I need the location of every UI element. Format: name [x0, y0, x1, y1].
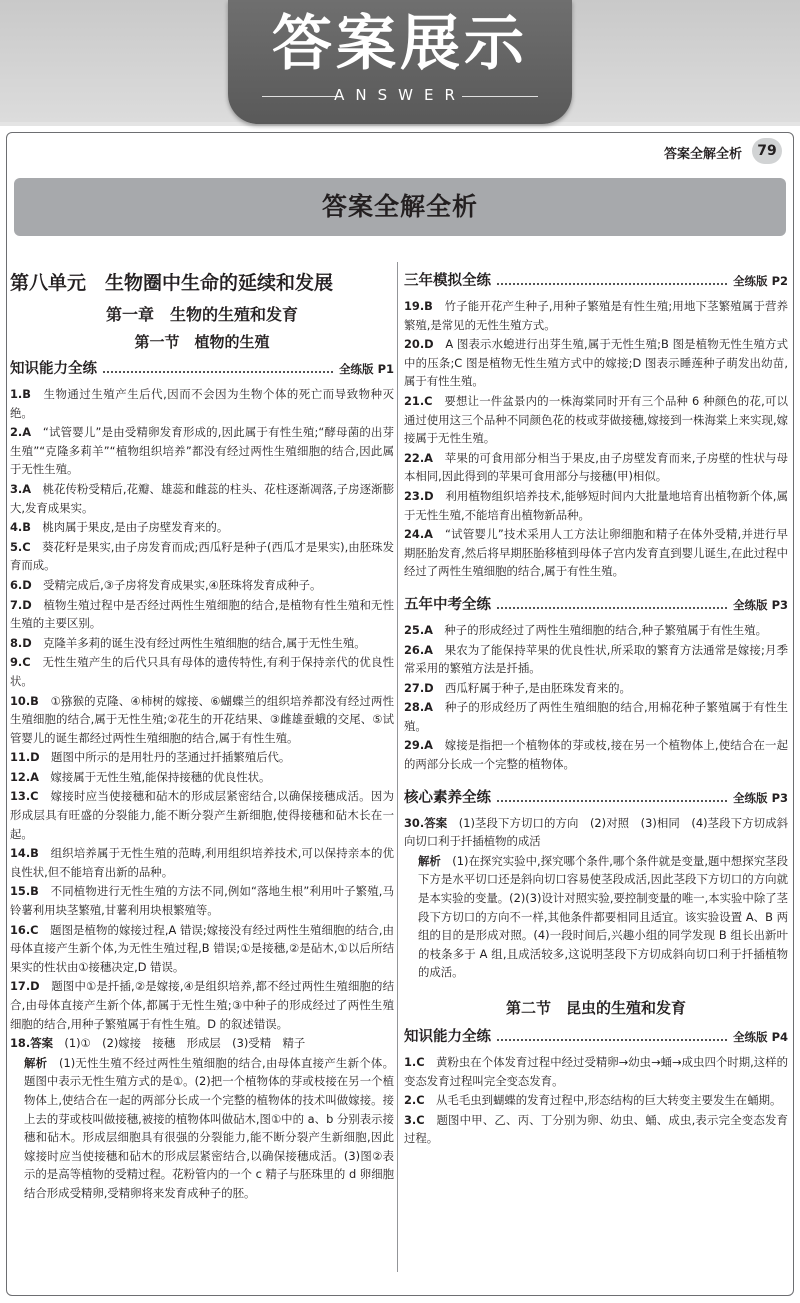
answer-number: 8.D — [10, 635, 32, 650]
answer-text: 种子的形成经历了两性生殖细胞的结合,用棉花种子繁殖属于有性生殖。 — [404, 700, 788, 733]
page-number: 79 — [752, 138, 782, 164]
answer-tag: 答案 — [30, 1036, 53, 1051]
answer-item — [404, 487, 788, 524]
answer-text: 种子的形成经过了两性生殖细胞的结合,种子繁殖属于有性生殖。 — [444, 622, 767, 637]
answer-text: 要想让一件盆景内的一株海棠同时开有三个品种 6 种颜色的花,可以通过使用这三个品种不同颜色花的枝或芽做接穗,嫁接到一株海棠上来实现,嫁接属于无性生殖。 — [404, 393, 788, 446]
answer-text: 题图中①是扦插,②是嫁接,④是组织培养,都不经过两性生殖细胞的结合,由母体直接产生新个体,都属于无性生殖;③中种子的形成经过了两性生殖细胞的结合,用种子繁殖属于有性生殖。D 的叙述错误。 — [10, 979, 394, 1031]
answer-number: 28.A — [404, 700, 433, 715]
answer-number: 15.B — [10, 884, 39, 899]
answer-text: 题图中甲、乙、丙、丁分别为卵、幼虫、蛹、成虫,表示完全变态发育过程。 — [404, 1112, 788, 1146]
answer-list — [10, 385, 394, 1033]
answer-text: 题图中所示的是用牡丹的茎通过扦插繁殖后代。 — [51, 750, 291, 765]
answer-number: 16.C — [10, 922, 39, 937]
answer-item — [404, 1091, 788, 1110]
answer-text: 桃花传粉受精后,花瓣、雄蕊和雌蕊的柱头、花柱逐渐凋落,子房逐渐膨大,发育成果实。 — [10, 481, 394, 515]
page-title: 答案全解全析 — [321, 192, 478, 221]
answer-item — [404, 1111, 788, 1148]
answer-text: 利用植物组织培养技术,能够短时间内大批量地培育出植物新个体,属于无性生殖,不能培育出植物新品种。 — [404, 488, 788, 522]
leader-dots — [497, 1039, 727, 1041]
answer-item — [404, 679, 788, 698]
answer-number: 30. — [404, 815, 425, 830]
answer-item — [404, 1053, 788, 1090]
left-column — [10, 258, 394, 1203]
answer-number: 20.D — [404, 337, 434, 352]
answer-item — [404, 698, 788, 735]
explanation-tag: 解析 — [24, 1055, 48, 1070]
section-title: 第二节 昆虫的生殖和发育 — [505, 999, 686, 1017]
chapter-title: 第一章 生物的生殖和发育 — [105, 305, 298, 324]
section-name: 知识能力全练 — [10, 361, 97, 377]
answer-item — [404, 297, 788, 334]
answer-number: 7.D — [10, 597, 32, 612]
answer-number: 2.A — [10, 425, 32, 440]
answer-number: 22.A — [404, 450, 433, 465]
answer-text: 题图是植物的嫁接过程,A 错误;嫁接没有经过两性生殖细胞的结合,由母体直接产生新个体,为无性生殖过程,B 错误;①是接穗,②是砧木,①以后所结果实的性状由①接穗决定,D 错误。 — [10, 922, 394, 974]
answer-item — [10, 538, 394, 575]
answer-item — [404, 335, 788, 391]
section-page-ref: 全练版 P3 — [733, 790, 788, 805]
answer-item — [10, 977, 394, 1033]
answer-item — [10, 844, 394, 881]
answer-number: 3.A — [10, 481, 32, 496]
answer-number: 4.B — [10, 520, 31, 535]
column-divider — [397, 262, 398, 1272]
section-name: 核心素养全练 — [404, 789, 491, 806]
answer-text: 从毛毛虫到蝴蝶的发育过程中,形态结构的巨大转变主要发生在蛹期。 — [436, 1093, 782, 1108]
answer-list — [404, 297, 788, 581]
answer-number: 2.C — [404, 1093, 425, 1108]
section-header — [404, 787, 788, 809]
answer-text: 无性生殖产生的后代只具有母体的遗传特性,有利于保持亲代的优良性状。 — [10, 655, 394, 688]
explanation-text: (1)无性生殖不经过两性生殖细胞的结合,由母体直接产生新个体。题图中表示无性生殖方式的是①。(2)把一个植物体的芽或枝接在另一个植物体上,使结合在一起的两部分长成一个完整的植物体的技术叫做嫁接。接上去的芽或枝叫做接穗,被接的植物体叫做砧木,图①中的 a、b 分别表示接穗和砧木。形成层细胞具有很强的分裂能力,能不断分裂产生新细胞,因此嫁接时应当使接穗和砧木的形成层紧密结合,以确保接穗成活。(3)图②表示的是高等植物的受精过程。花粉管内的一个 c 精子与胚珠里的 d 卵细胞结合形成受精卵,受精卵将来发育成种子的胚。 — [24, 1055, 394, 1200]
answer-text: 受精完成后,③子房将发育成果实,④胚珠将发育成种子。 — [43, 577, 322, 592]
answer-item — [10, 423, 394, 479]
leader-dots — [497, 607, 727, 609]
section-page-ref: 全练版 P2 — [733, 274, 788, 288]
answer-text: 不同植物进行无性生殖的方法不同,例如“落地生根”利用叶子繁殖,马铃薯利用块茎繁殖,甘薯利用块根繁殖等。 — [10, 884, 394, 918]
answer-item — [10, 634, 394, 653]
section-name: 五年中考全练 — [404, 596, 491, 613]
section-title: 第一节 植物的生殖 — [134, 333, 270, 351]
answer-text: 桃肉属于果皮,是由子房壁发育来的。 — [42, 520, 229, 535]
answer-tag: 答案 — [424, 815, 448, 830]
answer-text: 嫁接是指把一个植物体的芽或枝,接在另一个植物体上,使结合在一起的两部分长成一个完整的植物体。 — [404, 738, 788, 772]
unit-title: 第八单元 生物圈中生命的延续和发展 — [10, 272, 334, 294]
section-name: 知识能力全练 — [404, 1029, 491, 1045]
answer-number: 23.D — [404, 488, 434, 503]
answer-number: 14.B — [10, 846, 39, 861]
running-header: 答案全解全析 — [663, 147, 742, 162]
answer-item — [10, 653, 394, 690]
section-header — [404, 270, 788, 292]
section-page-ref: 全练版 P4 — [733, 1030, 788, 1044]
answer-text: 西瓜籽属于种子,是由胚珠发育来的。 — [445, 680, 631, 695]
answer-item — [10, 768, 394, 787]
answer-text: 竹子能开花产生种子,用种子繁殖是有性生殖;用地下茎繁殖属于营养繁殖,是常见的无性生殖方式。 — [404, 299, 788, 332]
explanation-text: (1)在探究实验中,探究哪个条件,哪个条件就是变量,题中想探究茎段下方是水平切口还是斜向切口容易使茎段成活,因此茎段下方切口的方向就是本实验的变量。(2)(3)设计对照实验,要控制变量的唯一,本实验中除了茎段下方切口的方向不一样,其他条件都要相同且适宜。该实验设置 A、B 两组的目的是形成对照。(4)一段时间后,兴趣小组的同学发现 B 组长出新叶的枝条多于 A 组,且成活较多,这说明茎段下方切成斜向切口利于扦插植物的成活。 — [418, 853, 788, 980]
answer-item — [404, 392, 788, 448]
explanation — [10, 1054, 394, 1203]
answer-text: 克隆羊多莉的诞生没有经过两性生殖细胞的结合,属于无性生殖。 — [43, 635, 366, 650]
leader-dots — [497, 800, 727, 802]
section-header — [404, 594, 788, 616]
header-banner — [0, 0, 800, 126]
answer-number: 18. — [10, 1036, 31, 1051]
section-page-ref: 全练版 P3 — [733, 597, 788, 612]
answer-text: A 图表示水螅进行出芽生殖,属于无性生殖;B 图是植物无性生殖方式中的压条;C 图是植物无性生殖方式中的嫁接;D 图表示睡莲种子萌发出幼苗,属于有性生殖。 — [404, 337, 788, 389]
answer-item — [10, 882, 394, 919]
answer-number: 10.B — [10, 693, 39, 708]
banner-subtitle: ANSWER — [334, 86, 466, 104]
answer-number: 3.C — [404, 1112, 425, 1127]
answer-item — [10, 596, 394, 633]
answer-number: 5.C — [10, 539, 31, 554]
answer-text: “试管婴儿”技术采用人工方法让卵细胞和精子在体外受精,并进行早期胚胎发育,然后将早期胚胎移植到母体子宫内发育直到婴儿诞生,在此过程中经过了两性生殖细胞的结合,属于有性生殖。 — [404, 527, 788, 579]
section-name: 三年模拟全练 — [404, 273, 491, 289]
answer-item — [404, 736, 788, 773]
answer-list — [404, 621, 788, 774]
answer-text: 嫁接时应当使接穗和砧木的形成层紧密结合,以确保接穗成活。因为形成层具有旺盛的分裂能力,能不断分裂产生新细胞,使得接穗和砧木长在一起。 — [10, 789, 394, 841]
answer-item — [404, 449, 788, 486]
answer-number: 25.A — [404, 622, 433, 637]
answer-text: “试管婴儿”是由受精卵发育形成的,因此属于有性生殖;“酵母菌的出芽生殖”“克隆多莉羊”“植物组织培养”都没有经过两性生殖细胞的结合,因此属于无性生殖。 — [10, 425, 394, 477]
answer-item — [404, 814, 788, 851]
answer-text: 黄粉虫在个体发育过程中经过受精卵→幼虫→蛹→成虫四个时期,这样的变态发育过程叫完全变态发育。 — [404, 1055, 788, 1088]
answer-text: 嫁接属于无性生殖,能保持接穗的优良性状。 — [50, 769, 271, 784]
answer-item — [10, 787, 394, 843]
section-header — [404, 1026, 788, 1048]
answer-item — [10, 921, 394, 977]
answer-item — [10, 576, 394, 595]
answer-text: 组织培养属于无性生殖的范畴,利用组织培养技术,可以保持亲本的优良性状,但不能培育出新的品种。 — [10, 846, 394, 879]
answer-text: (1)① (2)嫁接 接穗 形成层 (3)受精 精子 — [64, 1036, 306, 1051]
answer-number: 17.D — [10, 979, 40, 994]
answer-item — [10, 1034, 394, 1053]
answer-number: 24.A — [404, 527, 433, 542]
answer-text: 苹果的可食用部分相当于果皮,由子房壁发育而来,子房壁的性状与母本相同,因此得到的苹果可食用部分与接穗(甲)相似。 — [404, 450, 788, 484]
answer-text: ①猕猴的克隆、④柿树的嫁接、⑥蝴蝶兰的组织培养都没有经过两性生殖细胞的结合,属于无性生殖;②花生的开花结果、③雌雄蚕蛾的交尾、⑤试管婴儿的诞生都经过两性生殖细胞的结合,属于有性生殖。 — [10, 693, 394, 745]
answer-text: 生物通过生殖产生后代,因而不会因为生物个体的死亡而导致物种灭绝。 — [10, 387, 394, 420]
answer-item — [404, 525, 788, 581]
answer-item — [10, 518, 394, 537]
answer-text: 葵花籽是果实,由子房发育而成;西瓜籽是种子(西瓜才是果实),由胚珠发育而成。 — [10, 539, 394, 573]
answer-text: 植物生殖过程中是否经过两性生殖细胞的结合,是植物有性生殖和无性生殖的主要区别。 — [10, 597, 394, 631]
answer-list — [404, 1053, 788, 1148]
answer-text: 果农为了能保持苹果的优良性状,所采取的繁育方法通常是嫁接;月季常采用的繁殖方法是扦插。 — [404, 642, 788, 676]
answer-number: 21.C — [404, 393, 433, 408]
right-column — [404, 266, 788, 1149]
section-header — [10, 358, 394, 380]
answer-item — [10, 748, 394, 767]
answer-item — [404, 641, 788, 678]
answer-number: 26.A — [404, 642, 433, 657]
answer-number: 1.B — [10, 387, 31, 401]
answer-number: 12.A — [10, 769, 39, 784]
answer-number: 13.C — [10, 789, 39, 804]
answer-item — [10, 385, 394, 422]
answer-item — [10, 692, 394, 748]
explanation-tag: 解析 — [418, 853, 441, 868]
leader-dots — [103, 371, 333, 373]
explanation — [404, 852, 788, 982]
answer-number: 27.D — [404, 680, 434, 695]
answer-number: 19.B — [404, 299, 433, 313]
answer-item — [404, 621, 788, 640]
section-page-ref: 全练版 P1 — [339, 362, 394, 376]
answer-number: 6.D — [10, 577, 32, 592]
answer-number: 29.A — [404, 738, 433, 753]
leader-dots — [497, 283, 727, 285]
banner-title: 答案展示 — [272, 9, 528, 79]
answer-text: (1)茎段下方切口的方向 (2)对照 (3)相同 (4)茎段下方切成斜向切口利于扦插植物的成活 — [404, 815, 788, 849]
answer-number: 9.C — [10, 655, 31, 670]
answer-number: 11.D — [10, 750, 40, 765]
answer-item — [10, 480, 394, 517]
answer-number: 1.C — [404, 1055, 425, 1069]
